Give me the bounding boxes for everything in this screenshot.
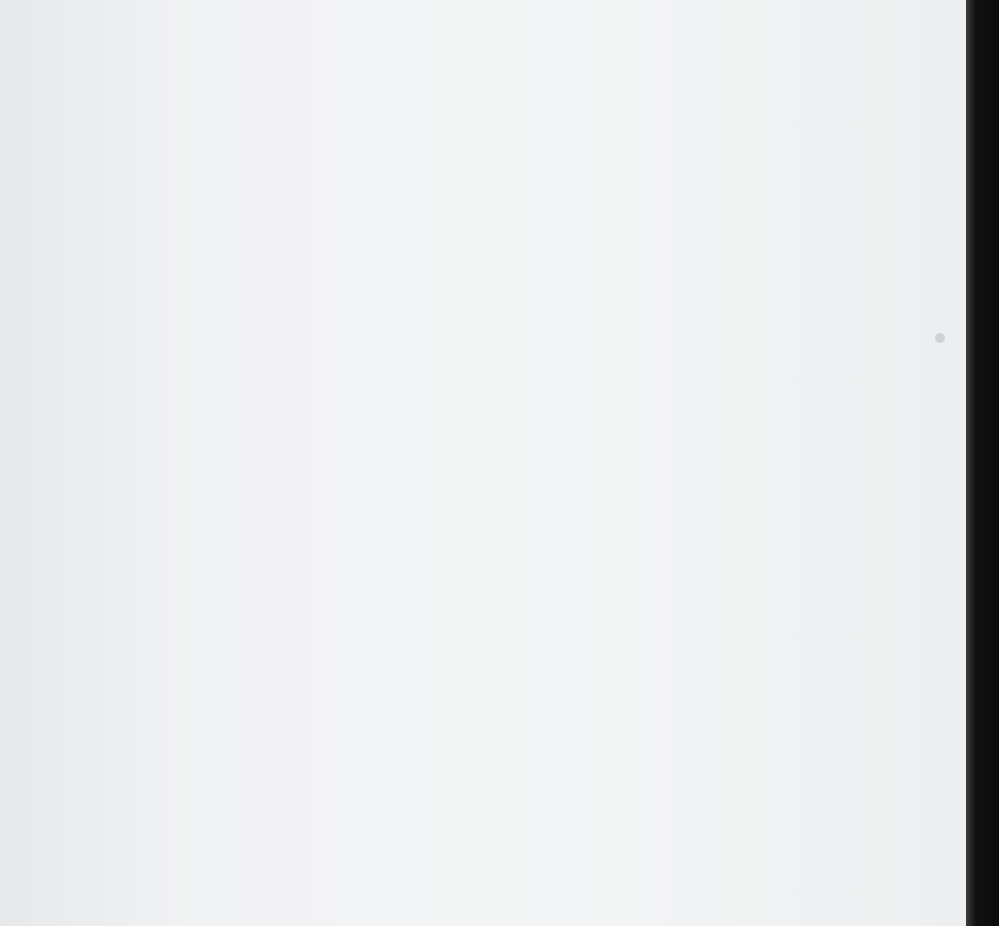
dark-background-edge [966,0,999,926]
